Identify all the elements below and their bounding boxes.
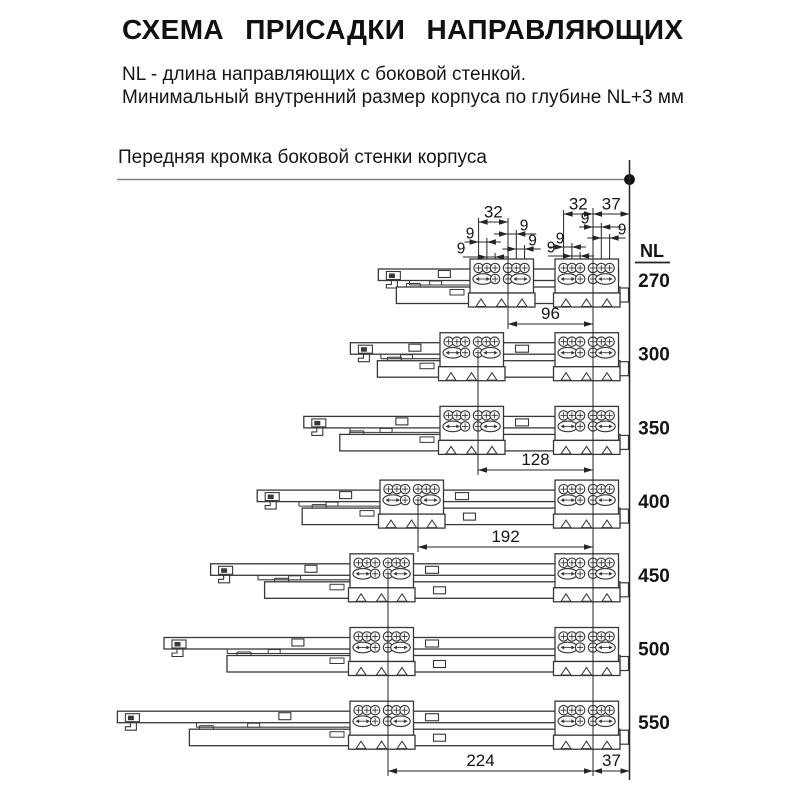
front-fixing-tab xyxy=(620,657,629,671)
nl-value-350: 350 xyxy=(638,418,670,440)
page-title: СХЕМА ПРИСАДКИ НАПРАВЛЯЮЩИХ xyxy=(122,14,684,45)
dimension-label: 96 xyxy=(541,304,560,323)
rail-window xyxy=(409,344,421,351)
nl-value-450: 450 xyxy=(638,565,670,587)
rail-window xyxy=(516,419,529,426)
front-fixing-tab xyxy=(620,362,629,376)
rail-slot xyxy=(289,576,301,580)
mounting-hook xyxy=(172,649,183,657)
dimension-label: 32 xyxy=(483,202,503,222)
nl-value-500: 500 xyxy=(638,639,670,661)
rail-window-insert xyxy=(128,716,134,721)
arrowhead-icon xyxy=(584,321,593,326)
arrowhead-icon xyxy=(621,768,630,773)
rail-slot xyxy=(420,363,434,369)
column-header: NL xyxy=(640,241,664,261)
rail-slot xyxy=(430,281,442,285)
rail-window xyxy=(438,271,450,278)
arrowhead-icon xyxy=(621,211,630,216)
dimension-label: 9 xyxy=(456,240,466,258)
arrowhead-icon xyxy=(584,467,593,472)
front-fixing-tab xyxy=(620,583,629,597)
rail-slot xyxy=(401,355,413,359)
arrowhead-icon xyxy=(507,246,516,251)
rail-slot xyxy=(248,723,260,727)
arrowhead-icon xyxy=(584,544,593,549)
rail-window xyxy=(426,566,439,573)
nl-value-300: 300 xyxy=(638,344,670,366)
rail-slot xyxy=(420,437,434,443)
rail-window-insert xyxy=(314,421,320,426)
rail-window-insert xyxy=(389,274,395,279)
rail-slot xyxy=(450,290,464,296)
description-line-2: Минимальный внутренний размер корпуса по глубине NL+3 мм xyxy=(122,86,684,108)
dimension-label: 192 xyxy=(491,527,520,546)
dimension-label: 128 xyxy=(521,450,550,469)
dimension-label: 9 xyxy=(617,221,627,239)
rail-window xyxy=(340,492,352,499)
rail-slot xyxy=(330,584,344,590)
description-line-1: NL - длина направляющих с боковой стенкой. xyxy=(122,64,527,85)
rail-window xyxy=(426,640,439,647)
arrowhead-icon xyxy=(508,321,517,326)
rail-slot xyxy=(434,661,446,668)
front-fixing-tab xyxy=(620,509,629,523)
dimension-label: 37 xyxy=(601,194,621,214)
arrowhead-icon xyxy=(592,235,601,240)
rail-window-insert xyxy=(268,495,274,500)
rail-window xyxy=(279,713,291,720)
arrowhead-icon xyxy=(593,768,602,773)
rail-slot xyxy=(360,511,374,516)
nl-value-550: 550 xyxy=(638,713,670,735)
arrowhead-icon xyxy=(388,768,397,773)
rail-window-insert xyxy=(221,568,227,573)
dimension-label: 9 xyxy=(519,217,529,235)
nl-value-400: 400 xyxy=(638,492,670,514)
rail-window xyxy=(516,345,529,352)
front-fixing-tab xyxy=(620,435,629,449)
rail-slot xyxy=(464,513,476,520)
dimension-label: 224 xyxy=(466,751,495,770)
rail-slot xyxy=(380,428,392,432)
rail-slot xyxy=(434,587,446,594)
arrowhead-icon xyxy=(499,231,508,236)
dimension-label: 9 xyxy=(546,239,556,257)
mounting-hook xyxy=(125,723,136,731)
nl-value-270: 270 xyxy=(638,271,670,292)
rail-window xyxy=(292,639,304,646)
arrowhead-icon xyxy=(418,544,427,549)
mounting-hook xyxy=(219,575,230,583)
rail-slot xyxy=(330,658,344,664)
mounting-hook xyxy=(358,354,369,362)
rail-slot xyxy=(326,502,338,506)
dimension-label: 37 xyxy=(602,751,621,770)
front-fixing-tab xyxy=(620,730,629,744)
arrowhead-icon xyxy=(593,211,602,216)
rail-window-insert xyxy=(175,642,181,647)
arrowhead-icon xyxy=(487,239,496,244)
arrowhead-icon xyxy=(563,253,572,258)
dimension-label: 9 xyxy=(465,225,475,243)
rail-window xyxy=(305,565,317,572)
arrowhead-icon xyxy=(572,244,581,249)
rail-slot xyxy=(268,650,280,654)
rail-slot xyxy=(434,734,446,741)
rail-window xyxy=(426,714,439,721)
mounting-hook xyxy=(312,428,323,436)
rail-window-insert xyxy=(361,347,367,352)
mounting-hook xyxy=(265,502,276,510)
rail-window xyxy=(456,493,469,500)
dimension-label: 32 xyxy=(568,194,588,214)
dimension-label: 9 xyxy=(528,232,537,250)
arrowhead-icon xyxy=(580,253,589,258)
dimension-label: 9 xyxy=(580,210,590,228)
dimension-label: 9 xyxy=(555,230,565,248)
front-fixing-tab xyxy=(620,288,629,302)
arrowhead-icon xyxy=(584,768,593,773)
arrowhead-icon xyxy=(601,224,610,229)
rail-window xyxy=(396,418,408,425)
arrowhead-icon xyxy=(478,467,487,472)
front-edge-label: Передняя кромка боковой стенки корпуса xyxy=(118,147,487,168)
rail-slot xyxy=(330,732,344,738)
